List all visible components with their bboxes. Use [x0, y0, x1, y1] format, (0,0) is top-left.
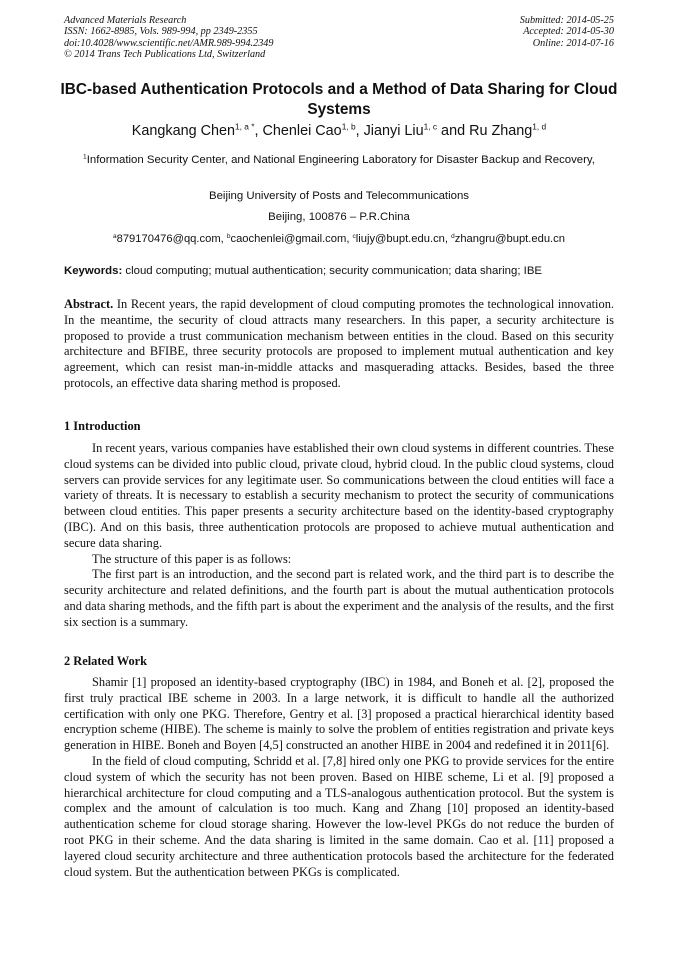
affiliation-line-1	[60, 152, 618, 168]
email-address[interactable]: 879170476@qq.com	[116, 233, 221, 245]
author-affiliation-mark: 1, c	[423, 121, 438, 132]
affiliation-line-2: Beijing University of Posts and Telecommunications	[209, 190, 469, 202]
section-heading-introduction: 1 Introduction	[64, 419, 141, 433]
email-mark: b	[226, 232, 231, 240]
author-affiliation-mark: 1, b	[341, 121, 356, 132]
author-affiliation-mark: 1, d	[532, 121, 547, 132]
author-separator: ,	[254, 123, 263, 139]
email-separator: ,	[444, 233, 452, 245]
email-mark: c	[352, 232, 356, 240]
introduction-body	[64, 441, 614, 631]
abstract-label: Abstract.	[64, 297, 114, 311]
author-name: Ru Zhang	[469, 123, 533, 139]
email-separator: ,	[220, 233, 227, 245]
email-address[interactable]: liujy@bupt.edu.cn	[355, 233, 445, 245]
keywords-text: cloud computing; mutual authentication; security communication; data sharing; IBE	[125, 265, 543, 277]
author-name: Jianyi Liu	[363, 123, 424, 139]
submitted-date: Submitted: 2014-05-25	[519, 15, 614, 26]
affiliation-text: Information Security Center, and National Engineering Laboratory for Disaster Backup and Recovery,	[86, 154, 595, 166]
affiliation-line-3: Beijing, 100876 – P.R.China	[268, 211, 410, 223]
paragraph: In the field of cloud computing, Schridd et al. [7,8] hired only one PKG to provide services for the entire cloud system of which the security has not been proven. Based on HIBE scheme, Li et al. [9] proposed a hierarchical architecture for cloud computing and a TLS-analogous authentication protocol. But the system is complex and the amount of calculation is too much. Kang and Zhang [10] proposed an identity-based authentication scheme for cloud storage sharing. However the low-level PKGs do not reduce the burden of root PKG in their scheme. And the data sharing is limited in the same domain. Cao et al. [11] proposed a layered cloud security architecture and three authentication protocols based the architecture for the federated cloud system. But the authentication between PKGs is complicated.	[64, 753, 614, 879]
journal-doi: doi:10.4028/www.scientific.net/AMR.989-994.2349	[64, 37, 274, 49]
keywords	[64, 264, 624, 279]
online-date: Online: 2014-07-16	[532, 37, 614, 49]
email-list	[40, 231, 638, 247]
paragraph: In recent years, various companies have established their own cloud systems in different countries. These cloud systems can be divided into public cloud, private cloud, hybrid cloud. In the public cloud systems, cloud servers can provide services for any legitimate user. So communications between the cloud entities will face a variety of threats. It is necessary to establish a security mechanism to protect the security of communications between cloud entities. This paper presents a security architecture based on the identity-based cryptography (IBC). And on this basis, three authentication protocols are proposed to achieve mutual authentication and secure data sharing.	[64, 441, 614, 550]
email-mark: d	[451, 232, 455, 240]
keywords-label: Keywords:	[64, 265, 123, 277]
email-separator: ,	[346, 233, 353, 245]
email-address[interactable]: zhangru@bupt.edu.cn	[454, 233, 565, 245]
journal-name: Advanced Materials Research	[64, 15, 187, 26]
author-separator: and	[437, 123, 470, 139]
journal-issn: ISSN: 1662-8985, Vols. 989-994, pp 2349-2355	[64, 26, 258, 38]
abstract-text: In Recent years, the rapid development of cloud computing promotes the technological innovation. In the meantime, the security of cloud attracts many researchers. In this paper, a security architecture is proposed to provide a trust communication mechanism between entities in the cloud. Based on this security architecture and BFIBE, three security protocols are proposed to implement mutual authentication and key agreement, which can resist man-in-middle attacks and masquerading attacks. Besides, based the three protocols, an effective data sharing method is proposed.	[64, 297, 614, 390]
author-list	[40, 122, 638, 140]
journal-copyright: © 2014 Trans Tech Publications Ltd, Switzerland	[64, 49, 266, 61]
affiliation-mark: 1	[83, 153, 87, 161]
email-address[interactable]: caochenlei@gmail.com	[230, 233, 347, 245]
related-work-body	[64, 675, 614, 880]
paragraph: The first part is an introduction, and the second part is related work, and the third part is to describe the security architecture and related definitions, and the fourth part is about the mutual authentication protocols and data sharing methods, and the fifth part is about the experiment and the analysis of the results, and the first six section is a summary.	[64, 567, 614, 629]
paragraph: The structure of this paper is as follows:	[92, 551, 292, 566]
email-mark: a	[113, 232, 117, 240]
abstract	[64, 297, 614, 392]
accepted-date: Accepted: 2014-05-30	[523, 26, 614, 38]
author-separator: ,	[355, 123, 364, 139]
section-heading-related-work: 2 Related Work	[64, 654, 148, 668]
paragraph: Shamir [1] proposed an identity-based cryptography (IBC) in 1984, and Boneh et al. [2], proposed the first truly practical IBE scheme in 2003. In a large network, it is difficult to handle all the authorized certification with only one PKG. Therefore, Gentry et al. [3] proposed a practical hierarchical identity based encryption scheme (HIBE). The scheme is mainly to solve the problem of entities registration and private keys generation in HIBE. Boneh and Boyen [4,5] constructed an another HIBE in 2004 and redefined it in 2011[6].	[64, 675, 614, 753]
author-affiliation-mark: 1, a *	[235, 121, 255, 132]
author-name: Chenlei Cao	[262, 123, 342, 139]
journal-header	[64, 15, 273, 61]
publication-dates	[520, 15, 614, 49]
author-name: Kangkang Chen	[131, 123, 235, 139]
paper-title: IBC-based Authentication Protocols and a Method of Data Sharing for Cloud Systems	[60, 81, 618, 118]
